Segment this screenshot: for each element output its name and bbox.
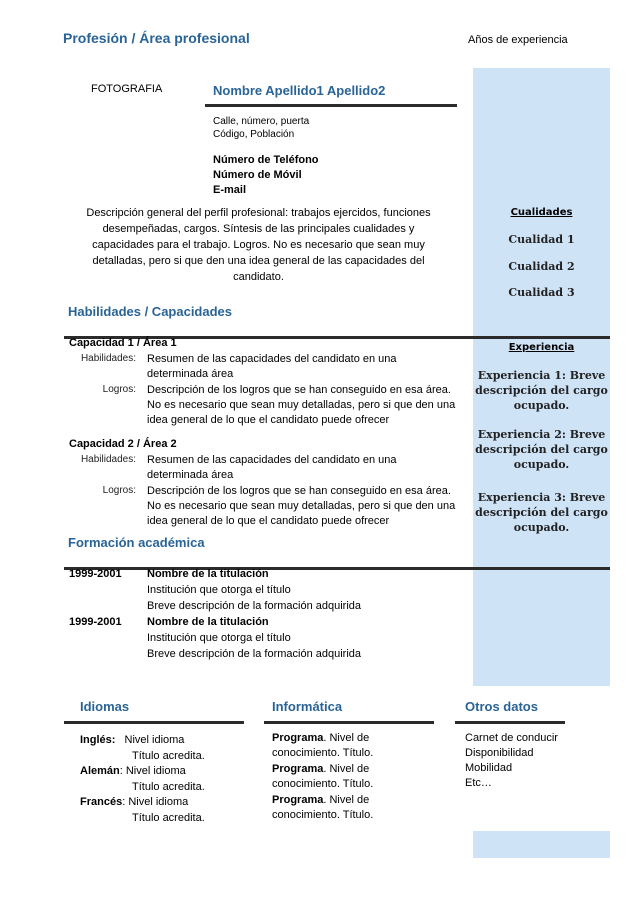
skills-heading: Habilidades / Capacidades: [68, 304, 233, 319]
experience-title: Experiencia: [508, 342, 575, 353]
experience-line: ocupado.: [513, 521, 570, 534]
skill-summary: [147, 352, 397, 381]
language-item: [80, 733, 205, 763]
program-level: . Nivel de: [323, 732, 370, 744]
achievement-line: Descripción de los logros que se han conseguido en esa área.: [147, 485, 451, 497]
address-line-2: Código, Población: [213, 129, 295, 140]
skill-summary-line: Resumen de las capacidades del candidato en una: [147, 454, 397, 466]
experience-line: descripción del cargo: [475, 443, 608, 456]
other-item: Mobilidad: [465, 762, 513, 774]
program-name: Programa: [272, 763, 324, 775]
experience-item: [473, 490, 610, 535]
program-level: . Nivel de: [323, 794, 370, 806]
other-item: Carnet de conducir: [465, 732, 558, 744]
computing-item: [272, 731, 373, 760]
email: E-mail: [213, 184, 247, 196]
education-heading: Formación académica: [68, 535, 205, 550]
years-experience: Años de experiencia: [468, 34, 568, 46]
achievement-line: idea general de lo que el candidato puede ofrecer: [147, 515, 390, 527]
education-entry: [147, 567, 361, 613]
habilidades-label: Habilidades:: [80, 454, 136, 465]
experience-line: ocupado.: [513, 458, 570, 471]
program-cert: conocimiento. Título.: [272, 778, 374, 790]
logros-label: Logros:: [102, 384, 136, 395]
achievement-line: No es necesario que sean muy detalladas, pero si que den una: [147, 500, 456, 512]
degree-title: Nombre de la titulación: [147, 616, 269, 628]
program-name: Programa: [272, 732, 324, 744]
education-years: 1999-2001: [69, 616, 122, 628]
photo-placeholder: FOTOGRAFIA: [91, 83, 163, 95]
language-cert: Título acredita.: [132, 812, 205, 824]
skill-summary-line: determinada área: [147, 469, 234, 481]
mobile: Número de Móvil: [213, 169, 302, 181]
other-divider: [455, 721, 565, 724]
skill-achievements: [147, 383, 455, 427]
achievement-line: No es necesario que sean muy detalladas, pero si que den una: [147, 399, 456, 411]
description-line: detalladas, pero si que den una idea general de las capacidades del: [92, 255, 425, 267]
program-cert: conocimiento. Título.: [272, 809, 374, 821]
skill-summary-line: determinada área: [147, 368, 234, 380]
other-heading: Otros datos: [465, 699, 538, 714]
language-cert: Título acredita.: [132, 781, 205, 793]
full-name: Nombre Apellido1 Apellido2: [213, 83, 386, 98]
institution: Institución que otorga el título: [147, 632, 291, 644]
skill-achievements: [147, 484, 455, 528]
description-line: Descripción general del perfil profesional: trabajos ejercidos, funciones: [86, 207, 431, 219]
qualities-title: Cualidades: [510, 207, 573, 218]
quality-item: Cualidad 2: [508, 260, 575, 273]
experience-line: descripción del cargo: [475, 384, 608, 397]
phone: Número de Teléfono: [213, 154, 319, 166]
program-name: Programa: [272, 794, 324, 806]
experience-line: Experiencia 2: Breve: [477, 428, 606, 441]
experience-line: Experiencia 3: Breve: [477, 491, 606, 504]
skill-title: Capacidad 1 / Área 1: [69, 337, 177, 349]
skill-summary-line: Resumen de las capacidades del candidato en una: [147, 353, 397, 365]
language-name: Inglés:: [80, 734, 116, 746]
other-item: Disponibilidad: [465, 747, 534, 759]
experience-line: ocupado.: [513, 399, 570, 412]
achievement-line: idea general de lo que el candidato puede ofrecer: [147, 414, 390, 426]
program-cert: conocimiento. Título.: [272, 747, 374, 759]
address-line-1: Calle, número, puerta: [213, 116, 310, 127]
experience-line: Experiencia 1: Breve: [477, 369, 606, 382]
other-item: Etc…: [465, 777, 492, 789]
description-line: candidato.: [233, 271, 284, 283]
profile-description: [56, 206, 461, 284]
computing-item: [272, 793, 373, 822]
computing-item: [272, 762, 373, 791]
institution: Institución que otorga el título: [147, 584, 291, 596]
description-line: capacidades para el trabajo. Logros. No es necesario que sean muy: [92, 239, 425, 251]
skill-title: Capacidad 2 / Área 2: [69, 438, 177, 450]
achievement-line: Descripción de los logros que se han conseguido en esa área.: [147, 384, 451, 396]
experience-item: [473, 368, 610, 413]
languages-heading: Idiomas: [80, 699, 130, 714]
experience-line: descripción del cargo: [475, 506, 608, 519]
languages-divider: [64, 721, 244, 724]
quality-item: Cualidad 1: [508, 233, 575, 246]
language-cert: Título acredita.: [132, 750, 205, 762]
page-title: Profesión / Área profesional: [63, 30, 250, 46]
degree-title: Nombre de la titulación: [147, 568, 269, 580]
education-entry: [147, 615, 361, 661]
degree-description: Breve descripción de la formación adquirida: [147, 600, 362, 612]
degree-description: Breve descripción de la formación adquirida: [147, 648, 362, 660]
skill-summary: [147, 453, 397, 482]
language-item: [80, 795, 205, 825]
computing-heading: Informática: [272, 699, 343, 714]
other-list: [465, 731, 558, 791]
education-years: 1999-2001: [69, 568, 122, 580]
program-level: . Nivel de: [323, 763, 370, 775]
description-line: desempeñadas, cargos. Síntesis de las principales cualidades y: [102, 223, 415, 235]
language-name: Alemán: [80, 765, 120, 777]
language-level: Nivel idioma: [124, 734, 185, 746]
computing-divider: [264, 721, 434, 724]
habilidades-label: Habilidades:: [80, 353, 136, 364]
language-name: Francés: [80, 796, 123, 808]
quality-item: Cualidad 3: [508, 286, 575, 299]
language-item: [80, 764, 205, 794]
experience-item: [473, 427, 610, 472]
logros-label: Logros:: [102, 485, 136, 496]
name-divider: [205, 104, 457, 107]
language-level: : Nivel idioma: [119, 765, 186, 777]
language-level: : Nivel idioma: [122, 796, 189, 808]
